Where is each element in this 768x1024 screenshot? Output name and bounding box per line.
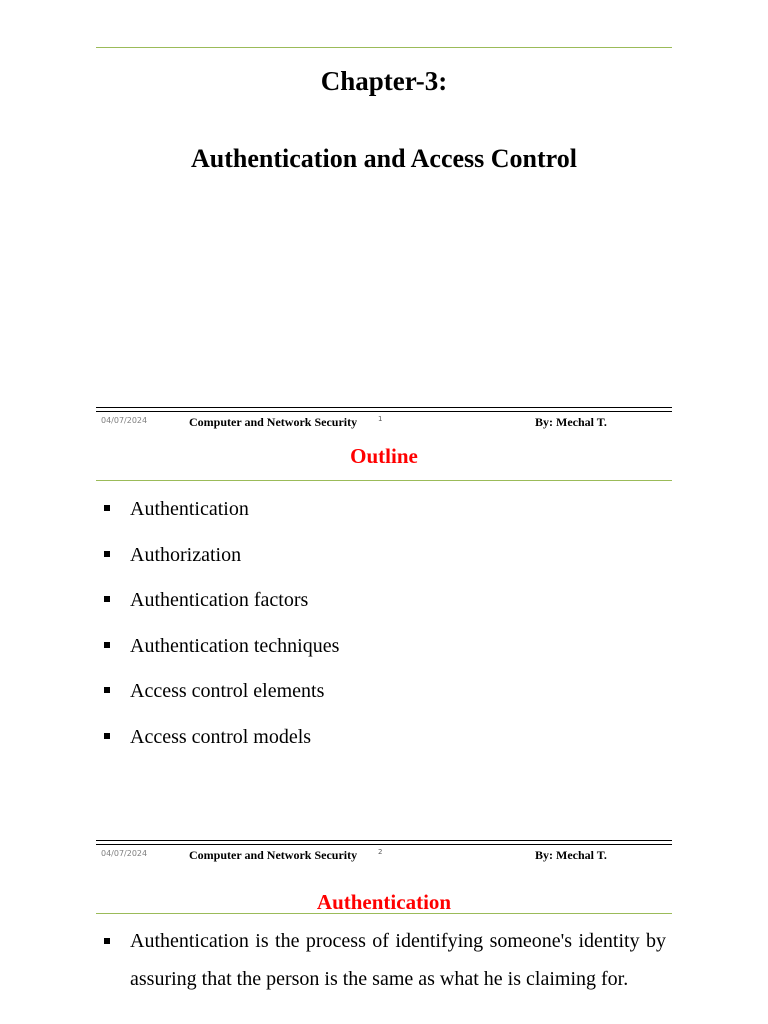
slide-2-footer [96,848,672,864]
list-item-text: Authentication is the process of identifying someone's identity by assuring that the person is the same as what he is claiming for. [130,930,666,990]
footer-course-title: Computer and Network Security [189,848,358,862]
footer-course-title: Computer and Network Security [189,415,358,429]
outline-title: Outline [350,444,418,468]
list-item [96,634,672,680]
footer-author: By: Mechal T. [535,848,607,862]
list-item-text: Authorization [130,543,242,566]
chapter-subtitle: Authentication and Access Control [191,144,577,173]
list-item [96,543,672,589]
square-bullet-icon [104,596,110,602]
list-item-text: Authentication factors [130,589,309,612]
slide-2-title-rule [96,480,672,481]
square-bullet-icon [104,551,110,557]
list-item [96,923,672,998]
footer-page-number: 2 [378,848,383,856]
list-item [96,497,672,543]
square-bullet-icon [104,733,110,739]
outline-list [96,497,672,771]
footer-date: 04/07/2024 [101,849,148,858]
slide-2-footer-rule [96,840,672,845]
list-item [96,679,672,725]
footer-author: By: Mechal T. [535,415,607,429]
list-item-text: Access control elements [130,680,325,703]
list-item-text: Authentication [130,498,249,520]
list-item-text: Access control models [130,725,312,748]
square-bullet-icon [104,505,110,511]
footer-date: 04/07/2024 [101,416,148,425]
slide-1-footer-rule [96,407,672,412]
footer-page-number: 1 [378,415,383,423]
square-bullet-icon [104,938,110,944]
slide-1-top-rule [96,47,672,48]
slide-1-footer [96,415,672,431]
list-item [96,725,672,771]
list-item-text: Authentication techniques [130,634,340,657]
slide-3-title-rule [96,913,672,914]
authentication-list [96,923,672,998]
authentication-title: Authentication [316,890,452,914]
square-bullet-icon [104,642,110,648]
square-bullet-icon [104,687,110,693]
chapter-title: Chapter-3: [320,66,448,96]
list-item [96,588,672,634]
